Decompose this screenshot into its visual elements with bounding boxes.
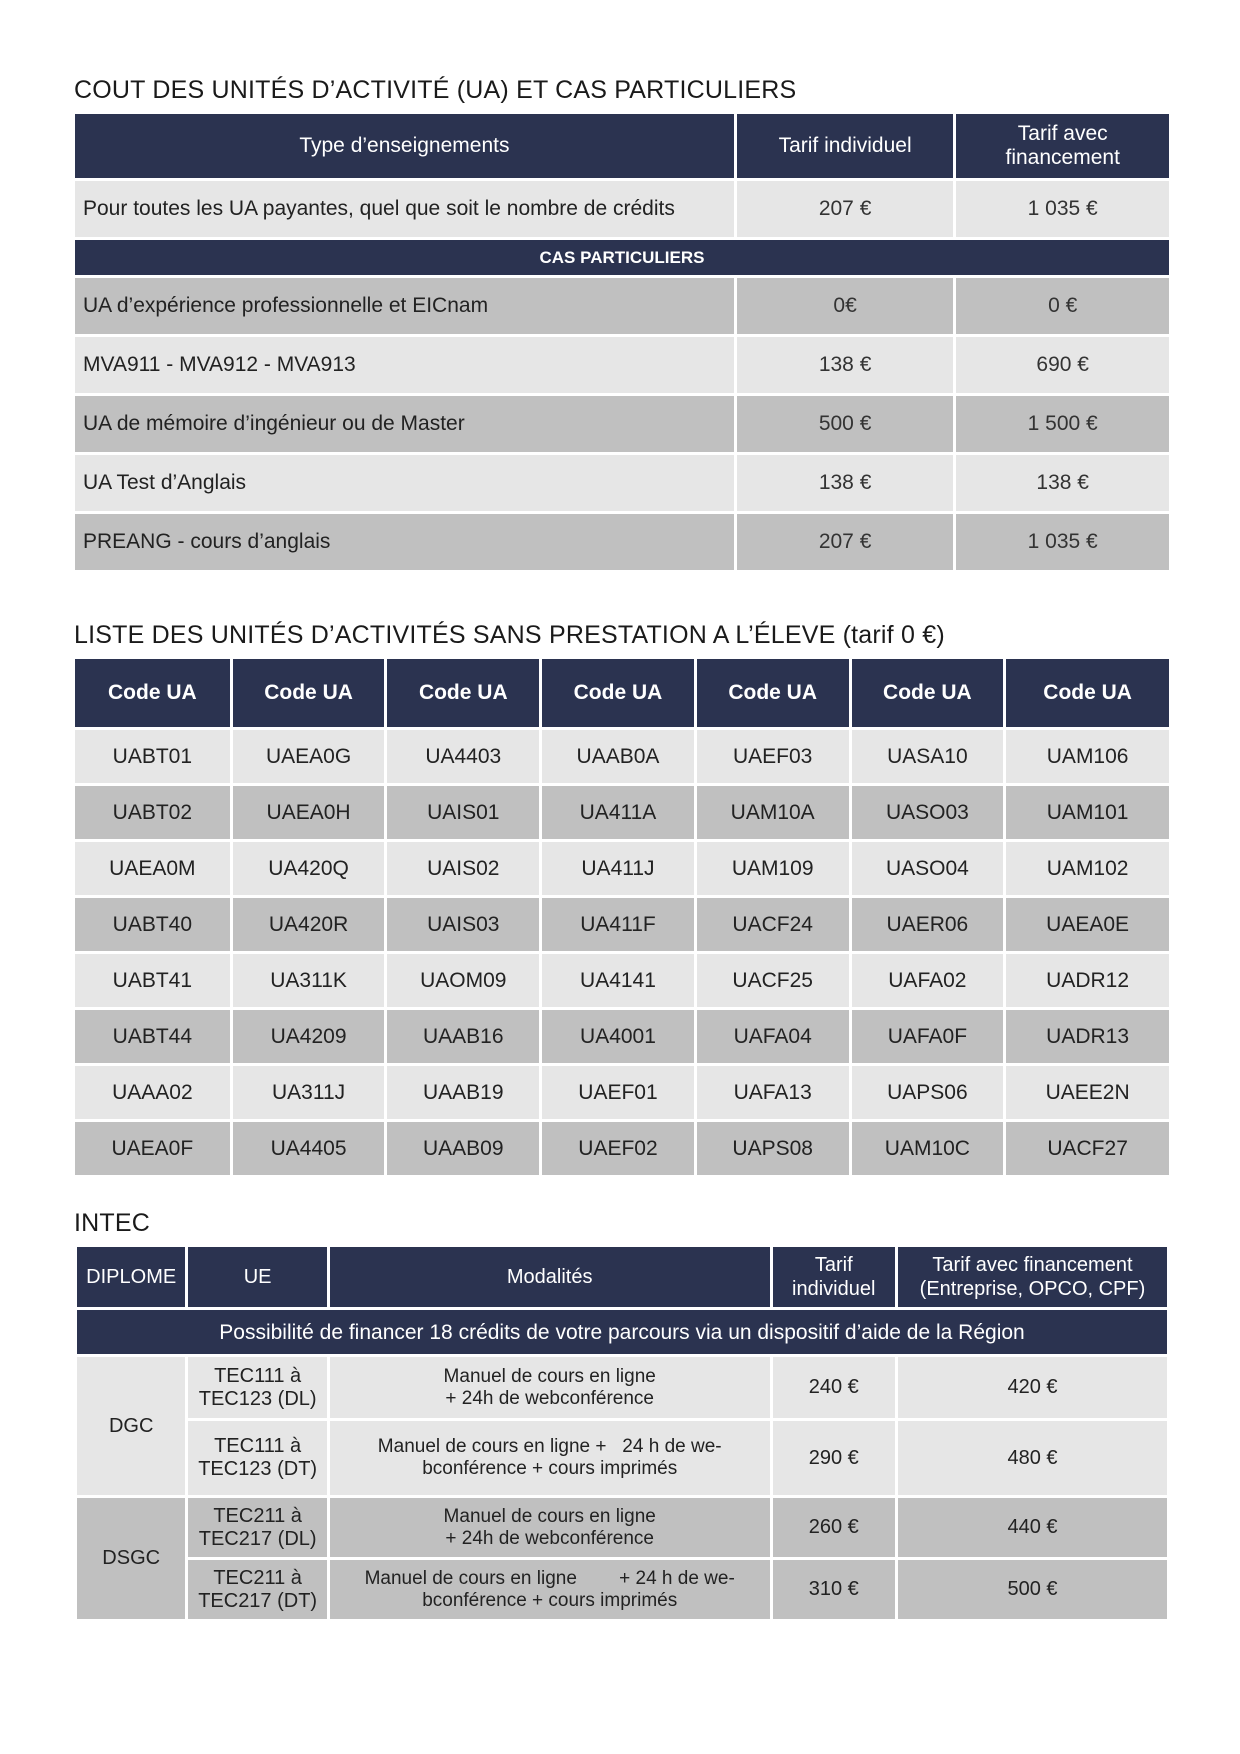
- table-row: [75, 455, 1169, 511]
- header-modalites: Modalités: [330, 1247, 770, 1307]
- code-ua-cell: UA4141: [542, 954, 694, 1007]
- code-ua-cell: UAM106: [1006, 730, 1169, 783]
- table-header-row: [77, 1247, 1167, 1307]
- tarif-individuel-cell: 290 €: [773, 1421, 895, 1495]
- table-row: [75, 1122, 1169, 1175]
- header-ue: UE: [188, 1247, 327, 1307]
- code-ua-cell: UABT02: [75, 786, 230, 839]
- row-tarif-financement: 1 035 €: [956, 181, 1169, 237]
- row-tarif-individuel: 138 €: [737, 455, 954, 511]
- tarif-individuel-cell: 260 €: [773, 1498, 895, 1557]
- table-row: [75, 181, 1169, 237]
- header-code-ua: Code UA: [1006, 659, 1169, 727]
- code-ua-cell: UA411A: [542, 786, 694, 839]
- table-header-row: [75, 114, 1169, 178]
- modalites-cell: Manuel de cours en ligne + 24h de webconférence: [330, 1498, 770, 1557]
- code-ua-cell: UABT44: [75, 1010, 230, 1063]
- code-ua-cell: UA411F: [542, 898, 694, 951]
- code-ua-cell: UAEA0F: [75, 1122, 230, 1175]
- code-ua-cell: UA311J: [233, 1066, 385, 1119]
- table-row: [75, 337, 1169, 393]
- header-diplome: DIPLOME: [77, 1247, 185, 1307]
- header-code-ua: Code UA: [697, 659, 849, 727]
- code-ua-cell: UABT41: [75, 954, 230, 1007]
- code-ua-cell: UAEF01: [542, 1066, 694, 1119]
- code-ua-cell: UAPS06: [852, 1066, 1004, 1119]
- table-row: [75, 396, 1169, 452]
- cas-particuliers-row: [75, 240, 1169, 275]
- code-ua-cell: UACF27: [1006, 1122, 1169, 1175]
- code-ua-cell: UAEA0H: [233, 786, 385, 839]
- code-ua-cell: UACF24: [697, 898, 849, 951]
- table-row: [75, 842, 1169, 895]
- code-ua-cell: UAM10A: [697, 786, 849, 839]
- header-tarif-financement: Tarif avec financement (Entreprise, OPCO, CPF): [898, 1247, 1167, 1307]
- code-ua-cell: UA411J: [542, 842, 694, 895]
- code-ua-cell: UAM101: [1006, 786, 1169, 839]
- code-ua-cell: UAAB0A: [542, 730, 694, 783]
- section-title-liste-ua: LISTE DES UNITÉS D’ACTIVITÉS SANS PRESTATION A L’ÉLEVE (tarif 0 €): [74, 621, 945, 649]
- code-ua-cell: UABT01: [75, 730, 230, 783]
- header-code-ua: Code UA: [852, 659, 1004, 727]
- table-row: [75, 730, 1169, 783]
- code-ua-cell: UAAB16: [387, 1010, 539, 1063]
- header-tarif-financement: Tarif avec financement: [956, 114, 1169, 178]
- cout-ua-table: [72, 111, 1172, 573]
- code-ua-cell: UAEE2N: [1006, 1066, 1169, 1119]
- ue-cell: TEC211 à TEC217 (DL): [188, 1498, 327, 1557]
- row-tarif-individuel: 0€: [737, 278, 954, 334]
- code-ua-cell: UAAB19: [387, 1066, 539, 1119]
- tarif-financement-cell: 480 €: [898, 1421, 1167, 1495]
- header-code-ua: Code UA: [542, 659, 694, 727]
- tarif-financement-cell: 420 €: [898, 1357, 1167, 1418]
- code-ua-cell: UAM10C: [852, 1122, 1004, 1175]
- code-ua-cell: UA4209: [233, 1010, 385, 1063]
- section-title-intec: INTEC: [74, 1209, 150, 1237]
- code-ua-cell: UA4403: [387, 730, 539, 783]
- diplome-cell: DSGC: [77, 1498, 185, 1619]
- code-ua-cell: UAM109: [697, 842, 849, 895]
- code-ua-cell: UAAA02: [75, 1066, 230, 1119]
- modalites-cell: Manuel de cours en ligne + 24h de webconférence: [330, 1357, 770, 1418]
- header-tarif-individuel: Tarif individuel: [773, 1247, 895, 1307]
- table-row: [75, 278, 1169, 334]
- row-tarif-financement: 690 €: [956, 337, 1169, 393]
- row-tarif-financement: 1 500 €: [956, 396, 1169, 452]
- code-ua-cell: UAFA04: [697, 1010, 849, 1063]
- table-row: [77, 1421, 1167, 1495]
- section-title-cout-ua: COUT DES UNITÉS D’ACTIVITÉ (UA) ET CAS PARTICULIERS: [74, 76, 797, 104]
- code-ua-cell: UA4001: [542, 1010, 694, 1063]
- table-row: [77, 1560, 1167, 1619]
- ue-cell: TEC211 à TEC217 (DT): [188, 1560, 327, 1619]
- code-ua-cell: UAIS02: [387, 842, 539, 895]
- table-row: [75, 1010, 1169, 1063]
- code-ua-cell: UAIS01: [387, 786, 539, 839]
- row-tarif-individuel: 207 €: [737, 181, 954, 237]
- code-ua-cell: UAOM09: [387, 954, 539, 1007]
- code-ua-cell: UAFA0F: [852, 1010, 1004, 1063]
- code-ua-cell: UAM102: [1006, 842, 1169, 895]
- code-ua-cell: UAER06: [852, 898, 1004, 951]
- table-row: [77, 1357, 1167, 1418]
- modalites-cell: Manuel de cours en ligne + 24 h de we- bconférence + cours imprimés: [330, 1560, 770, 1619]
- tarif-financement-cell: 440 €: [898, 1498, 1167, 1557]
- row-tarif-financement: 0 €: [956, 278, 1169, 334]
- code-ua-cell: UACF25: [697, 954, 849, 1007]
- header-code-ua: Code UA: [387, 659, 539, 727]
- code-ua-cell: UAEA0G: [233, 730, 385, 783]
- tarif-individuel-cell: 310 €: [773, 1560, 895, 1619]
- table-row: [75, 786, 1169, 839]
- liste-ua-table: [72, 656, 1172, 1178]
- header-tarif-individuel: Tarif individuel: [737, 114, 954, 178]
- code-ua-cell: UA420Q: [233, 842, 385, 895]
- row-label: Pour toutes les UA payantes, quel que soit le nombre de crédits: [75, 181, 734, 237]
- code-ua-cell: UAPS08: [697, 1122, 849, 1175]
- row-tarif-individuel: 207 €: [737, 514, 954, 570]
- banner-row: [77, 1310, 1167, 1354]
- header-code-ua: Code UA: [75, 659, 230, 727]
- row-label: UA de mémoire d’ingénieur ou de Master: [75, 396, 734, 452]
- tarif-individuel-cell: 240 €: [773, 1357, 895, 1418]
- header-type-enseignements: Type d’enseignements: [75, 114, 734, 178]
- code-ua-cell: UAIS03: [387, 898, 539, 951]
- code-ua-cell: UABT40: [75, 898, 230, 951]
- row-label: UA Test d’Anglais: [75, 455, 734, 511]
- code-ua-cell: UASA10: [852, 730, 1004, 783]
- table-row: [77, 1498, 1167, 1557]
- row-tarif-individuel: 500 €: [737, 396, 954, 452]
- row-label: PREANG - cours d’anglais: [75, 514, 734, 570]
- header-code-ua: Code UA: [233, 659, 385, 727]
- code-ua-cell: UADR13: [1006, 1010, 1169, 1063]
- ue-cell: TEC111 à TEC123 (DT): [188, 1421, 327, 1495]
- code-ua-cell: UASO04: [852, 842, 1004, 895]
- row-tarif-financement: 138 €: [956, 455, 1169, 511]
- row-label: MVA911 - MVA912 - MVA913: [75, 337, 734, 393]
- code-ua-cell: UA4405: [233, 1122, 385, 1175]
- diplome-cell: DGC: [77, 1357, 185, 1495]
- ue-cell: TEC111 à TEC123 (DL): [188, 1357, 327, 1418]
- code-ua-cell: UAAB09: [387, 1122, 539, 1175]
- intec-table: [74, 1244, 1170, 1622]
- code-ua-cell: UAFA13: [697, 1066, 849, 1119]
- table-header-row: [75, 659, 1169, 727]
- cas-particuliers-label: CAS PARTICULIERS: [75, 240, 1169, 275]
- code-ua-cell: UA420R: [233, 898, 385, 951]
- tarif-financement-cell: 500 €: [898, 1560, 1167, 1619]
- row-tarif-financement: 1 035 €: [956, 514, 1169, 570]
- code-ua-cell: UADR12: [1006, 954, 1169, 1007]
- row-label: UA d’expérience professionnelle et EICnam: [75, 278, 734, 334]
- table-row: [75, 514, 1169, 570]
- code-ua-cell: UAEF03: [697, 730, 849, 783]
- table-row: [75, 954, 1169, 1007]
- code-ua-cell: UA311K: [233, 954, 385, 1007]
- code-ua-cell: UAFA02: [852, 954, 1004, 1007]
- region-funding-banner: Possibilité de financer 18 crédits de votre parcours via un dispositif d’aide de la Région: [77, 1310, 1167, 1354]
- code-ua-cell: UAEF02: [542, 1122, 694, 1175]
- table-row: [75, 1066, 1169, 1119]
- modalites-cell: Manuel de cours en ligne + 24 h de we- bconférence + cours imprimés: [330, 1421, 770, 1495]
- code-ua-cell: UASO03: [852, 786, 1004, 839]
- row-tarif-individuel: 138 €: [737, 337, 954, 393]
- code-ua-cell: UAEA0M: [75, 842, 230, 895]
- code-ua-cell: UAEA0E: [1006, 898, 1169, 951]
- table-row: [75, 898, 1169, 951]
